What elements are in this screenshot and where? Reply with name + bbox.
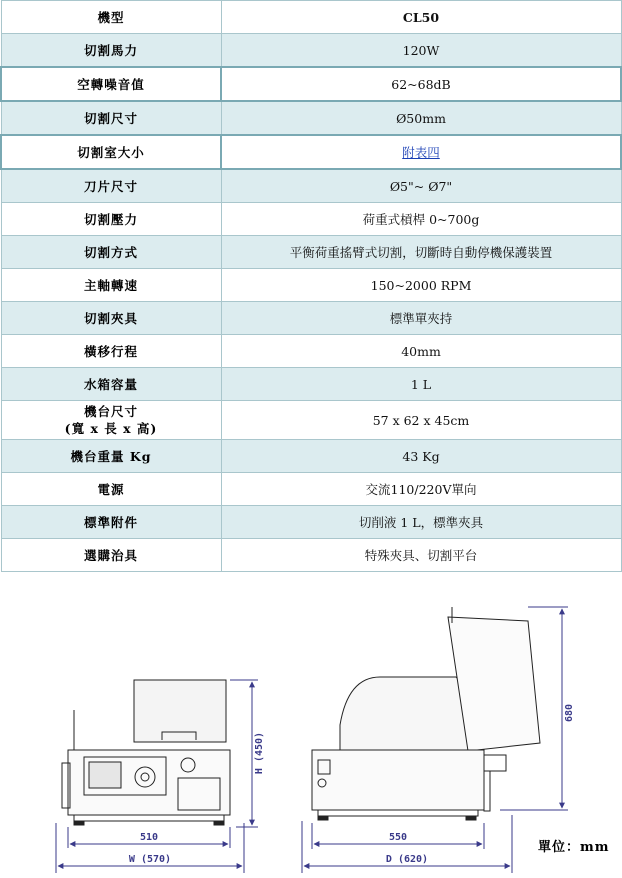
side-dim-inner: 550 [388, 832, 408, 843]
spec-label: 橫移行程 [1, 335, 221, 368]
side-clamp [484, 755, 506, 771]
spec-value: 43 Kg [221, 440, 621, 473]
spec-row [1, 368, 621, 401]
spec-label: 切割室大小 [1, 135, 221, 169]
spec-value: 57 x 62 x 45cm [221, 401, 621, 440]
machine-drawing [0, 565, 622, 878]
front-view [56, 680, 258, 873]
spec-label [1, 401, 221, 440]
display-screen [89, 762, 121, 788]
spec-row [1, 34, 621, 68]
spec-label: 切割方式 [1, 236, 221, 269]
spec-label: 切割尺寸 [1, 101, 221, 135]
spec-row [1, 101, 621, 135]
spec-value: 切削液 1 L，標準夾具 [221, 506, 621, 539]
spec-value: 特殊夾具、切割平台 [221, 539, 621, 572]
front-dim-inner: 510 [139, 832, 159, 843]
side-dim-depth: D (620) [385, 854, 429, 865]
spec-value: 40mm [221, 335, 621, 368]
side-base [318, 810, 478, 816]
spec-label: 刀片尺寸 [1, 169, 221, 203]
spec-value: 交流110/220V單向 [221, 473, 621, 506]
spec-row [1, 335, 621, 368]
spec-label: 選購治具 [1, 539, 221, 572]
spec-label: 機台重量 Kg [1, 440, 221, 473]
side-dim-height: 680 [564, 703, 575, 723]
side-view [302, 607, 568, 873]
spec-row [1, 302, 621, 335]
spec-label: 電源 [1, 473, 221, 506]
spec-value: 120W [221, 34, 621, 68]
spec-label: 切割馬力 [1, 34, 221, 68]
spec-row-size [1, 401, 621, 440]
spec-value-model: CL50 [221, 1, 621, 34]
spec-value [221, 135, 621, 169]
spec-row-model [1, 1, 621, 34]
side-body [312, 750, 484, 810]
spec-value: 荷重式槓桿 0~700g [221, 203, 621, 236]
spec-label: 空轉噪音值 [1, 67, 221, 101]
spec-label-line2: (寬 x 長 x 高) [64, 421, 158, 436]
spec-row [1, 269, 621, 302]
front-top-cover [134, 680, 226, 742]
front-base [74, 815, 224, 821]
spec-value: Ø5"~ Ø7" [221, 169, 621, 203]
unit-label: 單位：mm [538, 840, 610, 855]
spec-label: 水箱容量 [1, 368, 221, 401]
spec-row [1, 236, 621, 269]
spec-row [1, 203, 621, 236]
spec-label: 主軸轉速 [1, 269, 221, 302]
spec-value: 平衡荷重搖臂式切割，切斷時自動停機保護裝置 [221, 236, 621, 269]
spec-row [1, 67, 621, 101]
spec-value: 標準單夾持 [221, 302, 621, 335]
spec-label: 標準附件 [1, 506, 221, 539]
spec-row [1, 169, 621, 203]
front-dim-height: H (450) [254, 731, 265, 775]
spec-value: 150~2000 RPM [221, 269, 621, 302]
appendix-link[interactable]: 附表四 [402, 145, 440, 160]
spec-label: 機型 [1, 1, 221, 34]
side-hood [340, 677, 470, 750]
spec-label-line1: 機台尺寸 [83, 404, 138, 419]
spec-value: 62~68dB [221, 67, 621, 101]
spec-row [1, 440, 621, 473]
spec-value: 1 L [221, 368, 621, 401]
spec-row [1, 473, 621, 506]
spec-row [1, 135, 621, 169]
side-bracket [484, 771, 490, 811]
spec-row [1, 506, 621, 539]
front-dim-width: W (570) [128, 854, 172, 865]
spec-value: Ø50mm [221, 101, 621, 135]
spec-label: 切割壓力 [1, 203, 221, 236]
spec-label: 切割夾具 [1, 302, 221, 335]
